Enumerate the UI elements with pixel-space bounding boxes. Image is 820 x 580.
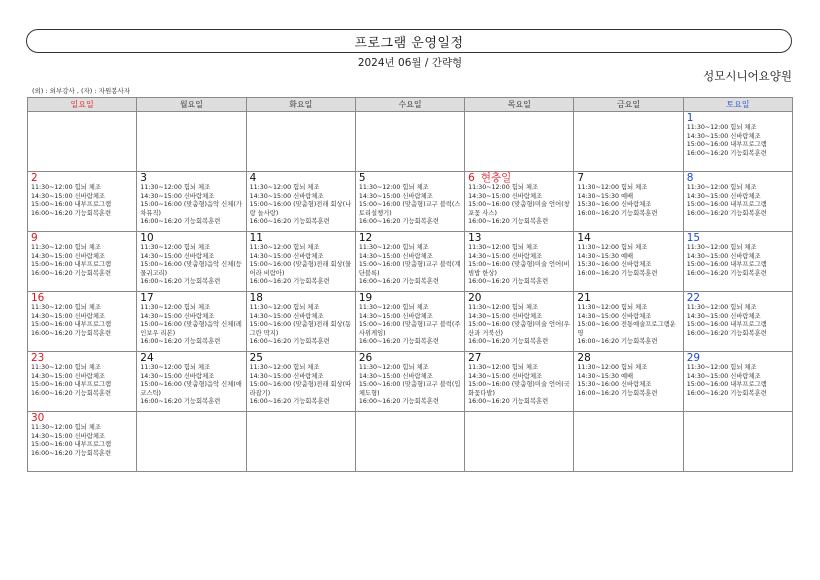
- event-list: [140, 244, 243, 287]
- event-item: 16:00~16:20 기능회복훈련: [358, 278, 439, 286]
- event-item: 16:00~16:20 기능회복훈련: [140, 338, 221, 346]
- day-cell: [246, 352, 355, 412]
- event-item: 15:30~16:00 신바람체조: [577, 381, 652, 389]
- day-number-text: 14: [577, 232, 591, 244]
- event-item: 15:00~16:00 내부프로그램: [31, 261, 112, 269]
- event-item: 14:30~15:00 신바람체조: [577, 312, 652, 320]
- day-number: [468, 353, 571, 364]
- day-number-text: 21: [577, 292, 591, 304]
- event-item: 11:30~12:00 힘뇌 체조: [686, 304, 757, 311]
- event-item: 16:00~16:20 기능회복훈련: [468, 398, 549, 406]
- day-cell: [355, 292, 464, 352]
- document-title: 프로그램 운영일정: [354, 35, 464, 51]
- event-item: 16:00~16:20 기능회복훈련: [31, 269, 112, 277]
- event-item: 16:00~16:20 기능회복훈련: [577, 269, 658, 277]
- day-number-text: 11: [249, 232, 263, 244]
- day-cell: [683, 112, 792, 172]
- event-item: 15:00~16:00 (맞춤형)전래 회상(따라잡기): [249, 381, 352, 397]
- day-cell: [683, 232, 792, 292]
- event-item: 14:30~15:00 신바람체조: [31, 192, 105, 200]
- day-number: [687, 233, 790, 244]
- day-number: [250, 233, 353, 244]
- event-list: [687, 304, 790, 338]
- event-item: 14:30~15:00 신바람체조: [140, 252, 215, 260]
- day-cell: [137, 352, 246, 412]
- event-item: 15:00~16:00 내부프로그램: [686, 141, 767, 149]
- day-number-text: 12: [358, 232, 373, 244]
- day-number-text: 26: [358, 352, 373, 364]
- event-item: 11:30~12:00 힘뇌 체조: [249, 244, 320, 251]
- event-item: 11:30~12:00 힘뇌 체조: [686, 124, 757, 131]
- event-list: [468, 304, 571, 347]
- day-cell: [355, 172, 464, 232]
- event-item: 11:30~12:00 힘뇌 체조: [468, 244, 539, 251]
- empty-day-cell: [355, 112, 464, 172]
- event-item: 14:30~15:00 신바람체조: [140, 372, 215, 380]
- event-item: 16:00~16:20 기능회복훈련: [31, 389, 112, 397]
- event-item: 14:30~15:00 신바람체조: [140, 192, 215, 200]
- day-number-text: 5: [358, 172, 366, 184]
- day-number: [359, 173, 462, 184]
- day-number-text: 27: [468, 352, 482, 364]
- day-cell: [465, 352, 574, 412]
- empty-day-cell: [574, 412, 683, 472]
- day-number: [250, 353, 353, 364]
- day-number-text: 24: [140, 352, 154, 364]
- event-list: [468, 364, 571, 407]
- event-item: 15:00~16:00 (맞춤형)전래 회상(물어라 비람아): [249, 261, 352, 277]
- event-item: 15:00~16:00 내부프로그램: [686, 381, 767, 389]
- event-item: 14:30~15:30 예배: [577, 372, 634, 380]
- day-number-text: 28: [577, 352, 591, 364]
- event-item: 16:00~16:20 기능회복훈련: [140, 278, 221, 286]
- event-item: 15:00~16:00 (맞춤형)음악 신체(레인보우 리본): [140, 321, 242, 337]
- event-list: [577, 244, 680, 278]
- day-number: [250, 173, 353, 184]
- event-item: 16:00~16:20 기능회복훈련: [31, 209, 112, 217]
- event-item: 16:00~16:20 기능회복훈련: [358, 218, 439, 226]
- event-item: 11:30~12:00 힘뇌 체조: [249, 364, 320, 371]
- weekday-header: 수요일: [355, 98, 464, 112]
- event-list: [359, 304, 462, 347]
- event-item: 15:00~16:00 (맞춤형)교구 블럭(스토리설챙기): [358, 201, 461, 217]
- day-number: [687, 173, 790, 184]
- weekday-header: 목요일: [465, 98, 574, 112]
- legend-note: (외) : 외부강사 , (자) : 자원봉사자: [32, 87, 131, 95]
- week-row: [28, 412, 793, 472]
- event-item: 11:30~12:00 힘뇌 체조: [468, 304, 539, 311]
- event-item: 11:30~12:00 힘뇌 체조: [31, 424, 101, 431]
- weekday-header-row: [28, 98, 793, 112]
- day-number-text: 17: [140, 292, 154, 304]
- event-item: 11:30~12:00 힘뇌 체조: [358, 304, 429, 311]
- event-item: 14:30~15:00 신바람체조: [358, 192, 433, 200]
- day-cell: [28, 292, 137, 352]
- event-item: 15:30~16:00 신바람체조: [577, 261, 652, 269]
- day-number-text: 4: [249, 172, 257, 184]
- day-cell: [465, 292, 574, 352]
- day-number: [577, 173, 680, 184]
- day-number: [359, 353, 462, 364]
- event-item: 15:00~16:00 내부프로그램: [31, 381, 112, 389]
- event-item: 15:00~16:00 내부프로그램: [31, 321, 112, 329]
- day-cell: [246, 292, 355, 352]
- day-cell: [28, 232, 137, 292]
- event-item: 11:30~12:00 힘뇌 체조: [140, 364, 211, 371]
- day-number-text: 1: [686, 112, 694, 124]
- day-number-text: 22: [686, 292, 701, 304]
- day-cell: [465, 232, 574, 292]
- event-list: [31, 304, 134, 338]
- calendar-table: [27, 97, 793, 472]
- event-item: 14:30~15:00 신바람체조: [249, 312, 324, 320]
- event-list: [250, 364, 353, 407]
- day-number-text: 23: [31, 352, 45, 364]
- event-item: 15:30~16:00 신바람체조: [577, 201, 652, 209]
- day-number: [577, 353, 680, 364]
- event-item: 14:30~15:00 신바람체조: [686, 132, 761, 140]
- event-list: [468, 184, 571, 227]
- event-item: 14:30~15:30 예배: [577, 252, 634, 260]
- organization-name: 성모시니어요양원: [703, 69, 792, 83]
- day-number-text: 18: [249, 292, 263, 304]
- event-list: [140, 184, 243, 227]
- event-item: 16:00~16:20 기능회복훈련: [249, 398, 330, 406]
- event-list: [140, 364, 243, 407]
- event-item: 15:00~16:00 (맞춤형)미술 언어(창포꽃 사스): [468, 201, 570, 217]
- event-item: 14:30~15:00 신바람체조: [358, 312, 433, 320]
- day-cell: [28, 172, 137, 232]
- event-item: 16:00~16:20 기능회복훈련: [468, 278, 549, 286]
- week-row: [28, 172, 793, 232]
- event-item: 14:30~15:00 신바람체조: [358, 372, 433, 380]
- event-item: 15:00~16:00 (맞춤형)교구 블럭(입체도형): [358, 381, 461, 397]
- event-item: 16:00~16:20 기능회복훈련: [686, 269, 767, 277]
- day-cell: [246, 172, 355, 232]
- event-list: [250, 304, 353, 347]
- empty-day-cell: [465, 112, 574, 172]
- week-row: [28, 112, 793, 172]
- day-number-text: 25: [249, 352, 263, 364]
- event-item: 14:30~15:00 신바람체조: [468, 252, 543, 260]
- day-number-text: 9: [31, 232, 38, 244]
- day-number-text: 13: [468, 232, 482, 244]
- empty-day-cell: [28, 112, 137, 172]
- event-item: 11:30~12:00 힘뇌 체조: [140, 244, 211, 251]
- day-number-text: 20: [468, 292, 482, 304]
- weekday-header: 토요일: [683, 98, 792, 112]
- event-list: [250, 244, 353, 287]
- event-item: 16:00~16:20 기능회복훈련: [577, 209, 658, 217]
- event-item: 11:30~12:00 힘뇌 체조: [358, 364, 429, 371]
- event-item: 15:00~16:00 전통예술프로그램운영: [577, 321, 676, 337]
- event-item: 14:30~15:00 신바람체조: [140, 312, 215, 320]
- empty-day-cell: [246, 112, 355, 172]
- event-item: 16:00~16:20 기능회복훈련: [686, 209, 767, 217]
- day-cell: [28, 412, 137, 472]
- day-number: [31, 173, 134, 184]
- day-number-text: 6: [468, 172, 475, 184]
- event-item: 16:00~16:20 기능회복훈련: [686, 389, 767, 397]
- empty-day-cell: [246, 412, 355, 472]
- event-item: 11:30~12:00 힘뇌 체조: [686, 364, 757, 371]
- event-item: 11:30~12:00 힘뇌 체조: [140, 184, 211, 191]
- event-item: 15:00~16:00 (맞춤형)교구 블럭(계단블록): [358, 261, 461, 277]
- day-cell: [683, 172, 792, 232]
- day-number: [687, 113, 790, 124]
- event-list: [577, 184, 680, 218]
- event-item: 11:30~12:00 힘뇌 체조: [686, 244, 757, 251]
- day-cell: [574, 292, 683, 352]
- day-number: [31, 293, 134, 304]
- event-item: 14:30~15:00 신바람체조: [468, 192, 543, 200]
- week-row: [28, 352, 793, 412]
- weekday-header: 일요일: [28, 98, 137, 112]
- day-number: [250, 293, 353, 304]
- event-item: 11:30~12:00 힘뇌 체조: [249, 184, 320, 191]
- event-item: 15:00~16:00 내부프로그램: [31, 441, 112, 449]
- event-item: 14:30~15:00 신바람체조: [686, 192, 761, 200]
- day-cell: [137, 172, 246, 232]
- day-cell: [683, 292, 792, 352]
- event-item: 11:30~12:00 힘뇌 체조: [358, 244, 429, 251]
- day-number-text: 30: [31, 412, 45, 424]
- event-item: 14:30~15:00 신바람체조: [249, 372, 324, 380]
- day-number-text: 19: [358, 292, 373, 304]
- event-item: 14:30~15:00 신바람체조: [31, 432, 105, 440]
- event-list: [31, 364, 134, 398]
- event-item: 16:00~16:20 기능회복훈련: [31, 449, 112, 457]
- holiday-label: 현충일: [480, 172, 512, 184]
- event-item: 11:30~12:00 힘뇌 체조: [31, 184, 101, 191]
- day-number: [687, 293, 790, 304]
- day-number: [31, 353, 134, 364]
- event-item: 16:00~16:20 기능회복훈련: [140, 398, 221, 406]
- day-cell: [246, 232, 355, 292]
- day-number-text: 15: [686, 232, 701, 244]
- week-row: [28, 292, 793, 352]
- day-number: [31, 413, 134, 424]
- event-item: 16:00~16:20 기능회복훈련: [468, 338, 549, 346]
- empty-day-cell: [355, 412, 464, 472]
- event-item: 11:30~12:00 힘뇌 체조: [577, 244, 648, 251]
- event-item: 11:30~12:00 힘뇌 체조: [468, 364, 539, 371]
- event-item: 11:30~12:00 힘뇌 체조: [577, 304, 648, 311]
- event-item: 15:00~16:00 내부프로그램: [31, 201, 112, 209]
- empty-day-cell: [574, 112, 683, 172]
- event-item: 16:00~16:20 기능회복훈련: [686, 329, 767, 337]
- event-item: 15:00~16:00 (맞춤형)음악 신체(애코스틱): [140, 381, 242, 397]
- event-item: 15:00~16:00 (맞춤형)미술 언어(비빔밥 한상): [468, 261, 570, 277]
- day-cell: [574, 352, 683, 412]
- event-item: 11:30~12:00 힘뇌 체조: [358, 184, 429, 191]
- event-item: 15:00~16:00 내부프로그램: [686, 201, 767, 209]
- day-cell: [355, 352, 464, 412]
- event-list: [468, 244, 571, 287]
- event-item: 11:30~12:00 힘뇌 체조: [31, 364, 101, 371]
- event-item: 16:00~16:20 기능회복훈련: [31, 329, 112, 337]
- day-number: [468, 233, 571, 244]
- weekday-header: 금요일: [574, 98, 683, 112]
- day-number: [577, 293, 680, 304]
- event-item: 14:30~15:00 신바람체조: [686, 312, 761, 320]
- weekday-header: 화요일: [246, 98, 355, 112]
- event-item: 15:00~16:00 (맞춤형)음악 신체(가차뮤직): [140, 201, 242, 217]
- day-number: [359, 233, 462, 244]
- day-number-text: 8: [686, 172, 694, 184]
- day-number: [140, 233, 243, 244]
- event-item: 15:00~16:00 (맞춤형)미술 언어(국화꽃다발): [468, 381, 570, 397]
- empty-day-cell: [137, 112, 246, 172]
- event-item: 14:30~15:00 신바람체조: [249, 252, 324, 260]
- event-item: 11:30~12:00 힘뇌 체조: [140, 304, 211, 311]
- empty-day-cell: [137, 412, 246, 472]
- day-number: [468, 293, 571, 304]
- event-list: [359, 184, 462, 227]
- empty-day-cell: [465, 412, 574, 472]
- event-item: 11:30~12:00 힘뇌 체조: [577, 184, 648, 191]
- day-number: [140, 353, 243, 364]
- event-list: [577, 364, 680, 398]
- event-item: 14:30~15:00 신바람체조: [31, 252, 105, 260]
- event-item: 16:00~16:20 기능회복훈련: [686, 149, 767, 157]
- event-item: 11:30~12:00 힘뇌 체조: [577, 364, 648, 371]
- day-number: [577, 233, 680, 244]
- day-cell: [355, 232, 464, 292]
- event-item: 16:00~16:20 기능회복훈련: [577, 338, 658, 346]
- document-subtitle: 2024년 06월 / 간략형: [357, 57, 463, 69]
- event-list: [31, 244, 134, 278]
- day-number-text: 2: [31, 172, 38, 184]
- event-item: 11:30~12:00 힘뇌 체조: [686, 184, 757, 191]
- event-item: 15:00~16:00 (맞춤형)교구 블럭(주사위게임): [358, 321, 461, 337]
- event-list: [359, 364, 462, 407]
- weekday-header: 월요일: [137, 98, 246, 112]
- event-item: 11:30~12:00 힘뇌 체조: [31, 304, 101, 311]
- empty-day-cell: [683, 412, 792, 472]
- event-item: 11:30~12:00 힘뇌 체조: [31, 244, 101, 251]
- event-list: [31, 184, 134, 218]
- event-list: [140, 304, 243, 347]
- calendar-body: [28, 112, 793, 472]
- event-list: [687, 244, 790, 278]
- event-list: [577, 304, 680, 347]
- day-number: [468, 173, 571, 184]
- day-number-text: 10: [140, 232, 154, 244]
- event-list: [687, 124, 790, 158]
- event-item: 14:30~15:00 신바람체조: [31, 372, 105, 380]
- day-cell: [683, 352, 792, 412]
- day-number: [687, 353, 790, 364]
- day-number-text: 7: [577, 172, 585, 184]
- event-item: 14:30~15:00 신바람체조: [358, 252, 433, 260]
- event-item: 16:00~16:20 기능회복훈련: [249, 218, 330, 226]
- event-list: [687, 184, 790, 218]
- event-item: 15:00~16:00 (맞춤형)전래 회상(나랑 놀사랑): [249, 201, 352, 217]
- event-item: 15:00~16:00 내부프로그램: [686, 261, 767, 269]
- event-item: 15:00~16:00 (맞춤형)미술 언어(우산과 거북선): [468, 321, 570, 337]
- event-item: 16:00~16:20 기능회복훈련: [140, 218, 221, 226]
- event-item: 14:30~15:00 신바람체조: [31, 312, 105, 320]
- day-number-text: 16: [31, 292, 45, 304]
- day-number: [140, 173, 243, 184]
- day-cell: [137, 232, 246, 292]
- day-cell: [137, 292, 246, 352]
- day-cell: [574, 172, 683, 232]
- event-list: [687, 364, 790, 398]
- event-item: 11:30~12:00 힘뇌 체조: [249, 304, 320, 311]
- event-list: [31, 424, 134, 458]
- event-item: 16:00~16:20 기능회복훈련: [358, 398, 439, 406]
- day-number: [140, 293, 243, 304]
- week-row: [28, 232, 793, 292]
- document-title-box: [26, 29, 792, 53]
- event-item: 16:00~16:20 기능회복훈련: [577, 389, 658, 397]
- event-item: 14:30~15:00 신바람체조: [686, 252, 761, 260]
- day-cell: [465, 172, 574, 232]
- day-cell: [574, 232, 683, 292]
- day-number-text: 29: [686, 352, 701, 364]
- event-item: 16:00~16:20 기능회복훈련: [249, 338, 330, 346]
- event-item: 14:30~15:00 신바람체조: [686, 372, 761, 380]
- event-item: 16:00~16:20 기능회복훈련: [358, 338, 439, 346]
- day-cell: [28, 352, 137, 412]
- day-number: [31, 233, 134, 244]
- event-item: 14:30~15:00 신바람체조: [249, 192, 324, 200]
- event-item: 14:30~15:00 신바람체조: [468, 372, 543, 380]
- day-number-text: 3: [140, 172, 147, 184]
- event-list: [250, 184, 353, 227]
- event-list: [359, 244, 462, 287]
- event-item: 15:00~16:00 내부프로그램: [686, 321, 767, 329]
- day-number: [359, 293, 462, 304]
- event-item: 15:00~16:00 (맞춤형)전래 회상(동그란 딱지): [249, 321, 352, 337]
- event-item: 14:30~15:30 예배: [577, 192, 634, 200]
- event-item: 15:00~16:00 (맞춤형)음악 신체(등물귀고리): [140, 261, 242, 277]
- event-item: 14:30~15:00 신바람체조: [468, 312, 543, 320]
- event-item: 16:00~16:20 기능회복훈련: [468, 218, 549, 226]
- event-item: 11:30~12:00 힘뇌 체조: [468, 184, 539, 191]
- event-item: 16:00~16:20 기능회복훈련: [249, 278, 330, 286]
